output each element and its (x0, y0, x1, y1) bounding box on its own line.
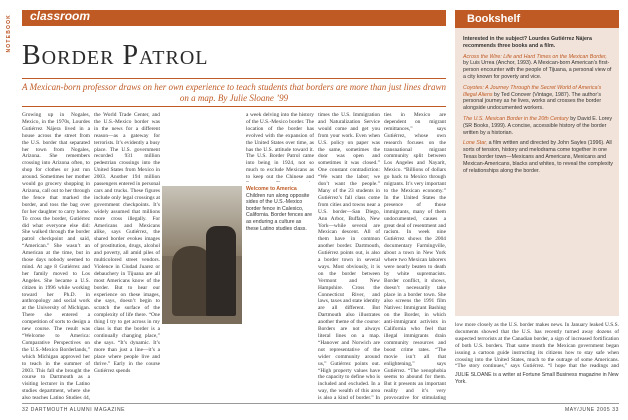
book-entry (463, 54, 613, 81)
book-text: by David E. Lorey (SR Books, 1999). A concise, accessible history of the border written by a historian. (463, 115, 612, 136)
film-text: a film written and directed by John Sayles (1996). All sorts of tension, history and melodrama come together in one Texas border town—Mexicans and Americans, Mexicans and Mexican-Americans, blacks and whites, to reveal the complexity of relationships along the border. (463, 140, 613, 174)
border-fence-photo (162, 186, 242, 324)
headline: Border Patrol (22, 40, 209, 71)
book-entry (463, 116, 613, 136)
bookshelf-sidebar (455, 10, 619, 316)
dek: A Mexican-born professor draws on her own experience to teach students that borders are more than just lines drawn on a map. By Julie Sloane ’99 (22, 82, 446, 103)
bottom-rule (22, 106, 446, 107)
photo-caption-title: Welcome to America (246, 186, 297, 192)
photo-caption (246, 186, 314, 232)
film-title: Lone Star, (463, 140, 488, 147)
book-title: Coyotes: A Journey Through the Secret World of America’s Illegal Aliens (463, 84, 602, 98)
article-column-5: ties in Mexico are dependent on migrant remittances,” says Gutiérrez, whose own research focuses on the transnational migrant community split between Los Angeles and Nayarit, Mexico. “Billions of dollars go back to Mexico through migrants. It’s very important to the Mexican economy.” In the United States the presence of those immigrants, many of them undocumented, causes a great deal of resentment and racism. In week nine Gutiérrez shows the 2004 documentary Farmingville, about a town in New York where two Mexican laborers were nearly beaten to death by white supremacists. Border conflict, it shows, doesn’t necessarily take place in a border town. She also screens the 1991 film Natives: Immigrant Bashing on the Border, in which anti-immigrant activists in California who feel that illegal immigrants drain community resources and boost crime rates. “The movie isn’t all that enlightening,” says Gutiérrez. “The xenophobia seems to abound for them. But it presents an important reality and it’s very provocative for stimulating (384, 112, 446, 400)
photo-fence (206, 226, 236, 316)
footer-rule (22, 403, 619, 404)
article-column-1: Growing up in Nogales, Mexico, in the 1970s, Lourdes Gutiérrez Nájera lived in a house across the street from the U.S. border that separated her town from Nogales, Arizona. She remembers crossing into Arizona often, to shop for clothes or just run around. Sometimes her mother would go grocery shopping in Arizona, call out to her through the fence that marked the border, and toss the bag over for her daughter to carry home. To cross the border, Gutiérrez did what everyone else did: She walked through the border patrol checkpoint and said, “American.” She wasn’t an American at the time, but in those days nobody seemed to mind. At age 8 Gutiérrez and her family moved to Los Angeles. She became a U.S. citizen in 1996 while working toward her Ph.D. in anthropology and social work at the University of Michigan. There she entered a competition of sorts to design a new course. The result was “Welcome to America: Comparative Perspectives on the U.S.-Mexico Borderlands,” which Michigan approved her to teach in the summer of 2003. This fall she brought the course to Dartmouth as a visiting lecturer in the Latino studies department, where she also teaches Latino Studies 44, (22, 112, 90, 400)
author-bio: JULIE SLOANE is a writer at Fortune Small Business magazine in New York. (455, 372, 619, 385)
film-entry (463, 140, 613, 174)
footer-left: 32 DARTMOUTH ALUMNI MAGAZINE (22, 407, 126, 413)
book-entry (463, 85, 613, 112)
article-column-6: low more closely as the U.S. border makes news. In January leaked U.S.S. documents showed that the U.S. has recently turned away dozens of suspected terrorists at the Canadian border, a sign of increased fortification of both U.S. borders. That same month the Mexican government began issuing a cartoon guide instructing its citizens how to stay safe when crossing into the United States, much to the outrage of some Americans. “The story continues,” says Gutiérrez. “I hope that the readings and (455, 322, 619, 368)
margin-label: NOTEBOOK (6, 14, 12, 53)
book-text: by Luis Urrea (Anchor, 1993). A Mexican-born American’s first-person encounter with the people of Tijuana, a personal view of a city known for poverty and vice. (463, 60, 612, 80)
book-text: by Ted Conover (Vintage, 1987). The author’s personal journey as he lives, works and crosses the border alongside undocumented workers. (463, 91, 602, 112)
section-label: classroom (30, 9, 91, 23)
photo-caption-text: Children run along opposite sides of the U.S.-Mexico border fence in Calexico, California. Border fences are as enduring a culture as these Latino studies class. (246, 192, 313, 232)
sidebar-intro: Interested in the subject? Lourdes Gutiérrez Nájera recommends three books and a film. (463, 36, 592, 49)
book-title: The U.S. Mexican Border in the 20th Century (463, 115, 569, 122)
sidebar-body (463, 36, 613, 178)
article-column-4: times the U.S. Immigration and Naturalization Service would come and get you from your work. Even when U.S. policy on paper was the same, sometimes the door was open and sometimes it was closed.” One constant contradiction: “We want the labor; we don’t want the people.” Many of the 23 students in Gutiérrez’s fall class come from cities and towns near a U.S. border—San Diego, Ann Arbor, Buffalo, New York—while several are Mexican descent. All of them have in common another border. Dartmouth, Gutiérrez points out, is also a border town in several ways. Most obviously, it is on the border between Vermont and New Hampshire. Cross the Connecticut River, and laws, taxes and state identity are all different. But Dartmouth also illustrates another theme of the course: Borders are not always literal lines on a map. “Hanover and Norwich are not representative of the wider community around us,” Gutiérrez points out. “High property values have the capacity to define who is included and excluded. In a way, the wealth of this area is also a kind of border.” In (318, 112, 380, 400)
article-column-3-lower (246, 248, 314, 400)
article-column-2b (164, 112, 242, 182)
book-title: Across the Wire: Life and Hard Times on the Mexican Border, (463, 53, 607, 60)
sidebar-title: Bookshelf (467, 13, 521, 25)
footer-right: MAY/JUNE 2005 33 (565, 407, 619, 413)
article-column-2: the World Trade Center, and the U.S.-Mexico border was in the news for a different reason—as a gateway for terrorists. It’s evidently a busy place. The U.S. government recorded 931 million pedestrian crossings into the United States from Mexico in 2003. Another 194 million passengers entered in personal cars and trucks. These figures include only legal crossings at government checkpoints. It’s widely assumed that millions more cross illegally. For Americans and Mexicans alike, says Gutiérrez, the shared border evokes images of prostitution, drugs, alcohol and poverty, all amid piles of multicolored street vendors. Violence in Ciudad Juarez or debauchery in Tijuana are all most Americans know of the border. But to hear our experience on these images, she says, doesn’t begin to scratch the surface of the complexity of life there. “One thing I try to get across in my class is that the border is a continually changing place,” she says. “It’s dynamic. It’s more than just a line—it’s a place where people live and thrive.” Early in the course Gutiérrez spends (94, 112, 160, 374)
article-column-3: a week delving into the history of the U.S.-Mexico border. The location of the border has evolved with the expansion of the United States over time, as has the U.S. attitude toward it. The U.S. Border Patrol came into being in 1924, not so much to exclude Mexicans as to keep out the Chinese and (246, 112, 314, 181)
top-rule (22, 78, 446, 79)
